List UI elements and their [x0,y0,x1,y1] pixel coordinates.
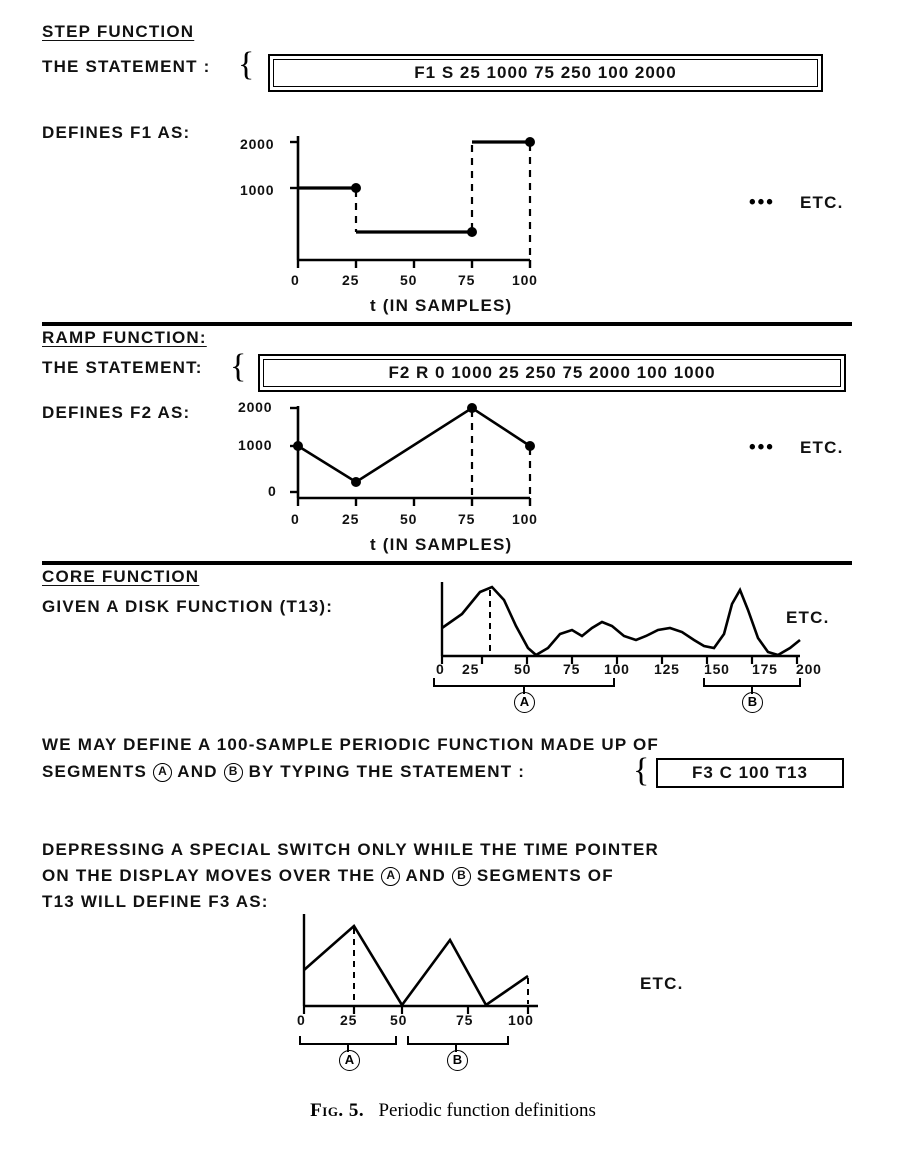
ramp-function-heading: RAMP FUNCTION: [42,328,207,347]
ramp-statement-box[interactable] [258,354,846,392]
f3-segment-b-badge: B [447,1050,468,1071]
segment-a-badge: A [514,692,535,713]
ramp-xtick-75: 75 [458,511,476,527]
core-xtick-25: 25 [462,661,480,677]
ramp-ytick-0: 0 [268,483,277,499]
core-statement-value: F3 C 100 T13 [692,763,808,782]
core-xtick-175: 175 [752,661,778,677]
ramp-statement-label: THE STATEMENT: [42,358,203,377]
core-xtick-0: 0 [436,661,445,677]
inline2-segment-a-badge: A [381,867,400,886]
step-statement-value: F1 S 25 1000 75 250 100 2000 [414,63,677,82]
core-para1-line2 [42,762,525,782]
ramp-defines-label: DEFINES F2 AS: [42,403,191,422]
core-para1-pre: SEGMENTS [42,762,148,781]
figure-caption-text: Periodic function definitions [378,1100,596,1121]
step-xtick-0: 0 [291,272,300,288]
step-defines-label: DEFINES F1 AS: [42,123,191,142]
inline-segment-a-badge: A [153,763,172,782]
f3-xtick-0: 0 [297,1012,306,1028]
segment-b-badge: B [742,692,763,713]
core-given-label: GIVEN A DISK FUNCTION (T13): [42,597,334,616]
step-brace-icon: { [238,46,255,83]
ramp-etc-dots-icon: ••• [749,437,775,458]
core-xtick-200: 200 [796,661,822,677]
core-etc-label: ETC. [786,608,830,627]
core-para2-line3: T13 WILL DEFINE F3 AS: [42,892,269,911]
step-function-heading: STEP FUNCTION [42,22,195,41]
step-xtick-50: 50 [400,272,418,288]
divider-1 [42,322,852,326]
inline-segment-b-badge: B [224,763,243,782]
core-para1-line1: WE MAY DEFINE A 100-SAMPLE PERIODIC FUNCTION MADE UP OF [42,735,659,754]
f3-etc-label: ETC. [640,974,684,993]
step-xtick-100: 100 [512,272,538,288]
core-brace-icon: { [633,752,650,789]
ramp-xtick-100: 100 [512,511,538,527]
core-xtick-150: 150 [704,661,730,677]
segment-braces-icon [430,676,820,698]
core-para2-post: SEGMENTS OF [476,866,614,885]
f3-xtick-50: 50 [390,1012,408,1028]
f3-xtick-100: 100 [508,1012,534,1028]
step-xtick-75: 75 [458,272,476,288]
step-etc-label: ETC. [800,193,844,212]
ramp-xtick-50: 50 [400,511,418,527]
core-para1-post: BY TYPING THE STATEMENT : [248,762,526,781]
f3-xtick-75: 75 [456,1012,474,1028]
f3-segment-braces-icon [296,1034,546,1056]
ramp-brace-icon: { [230,348,247,385]
core-para2-pre: ON THE DISPLAY MOVES OVER THE [42,866,376,885]
step-ytick-1000: 1000 [240,182,275,198]
step-statement-label: THE STATEMENT : [42,57,211,76]
ramp-ytick-1000: 1000 [238,437,273,453]
f3-xtick-25: 25 [340,1012,358,1028]
step-axis-label: t (IN SAMPLES) [370,296,513,315]
core-xtick-125: 125 [654,661,680,677]
step-function-chart [230,128,790,288]
core-para1-mid: AND [177,762,218,781]
core-xtick-50: 50 [514,661,532,677]
ramp-etc-label: ETC. [800,438,844,457]
ramp-ytick-2000: 2000 [238,399,273,415]
core-xtick-100: 100 [604,661,630,677]
core-function-heading: CORE FUNCTION [42,567,200,586]
core-para2-mid: AND [405,866,446,885]
step-ytick-2000: 2000 [240,136,275,152]
figure-caption [0,1100,906,1122]
figure-caption-label: Fig. 5. [310,1100,365,1121]
divider-2 [42,561,852,565]
ramp-statement-value: F2 R 0 1000 25 250 75 2000 100 1000 [388,363,716,382]
ramp-axis-label: t (IN SAMPLES) [370,535,513,554]
step-statement-box[interactable] [268,54,823,92]
core-statement-box[interactable] [656,758,844,788]
ramp-xtick-0: 0 [291,511,300,527]
core-xtick-75: 75 [563,661,581,677]
ramp-xtick-25: 25 [342,511,360,527]
inline2-segment-b-badge: B [452,867,471,886]
step-etc-dots-icon: ••• [749,192,775,213]
core-para2-line1: DEPRESSING A SPECIAL SWITCH ONLY WHILE THE TIME POINTER [42,840,659,859]
core-para2-line2 [42,866,614,886]
step-xtick-25: 25 [342,272,360,288]
f3-segment-a-badge: A [339,1050,360,1071]
